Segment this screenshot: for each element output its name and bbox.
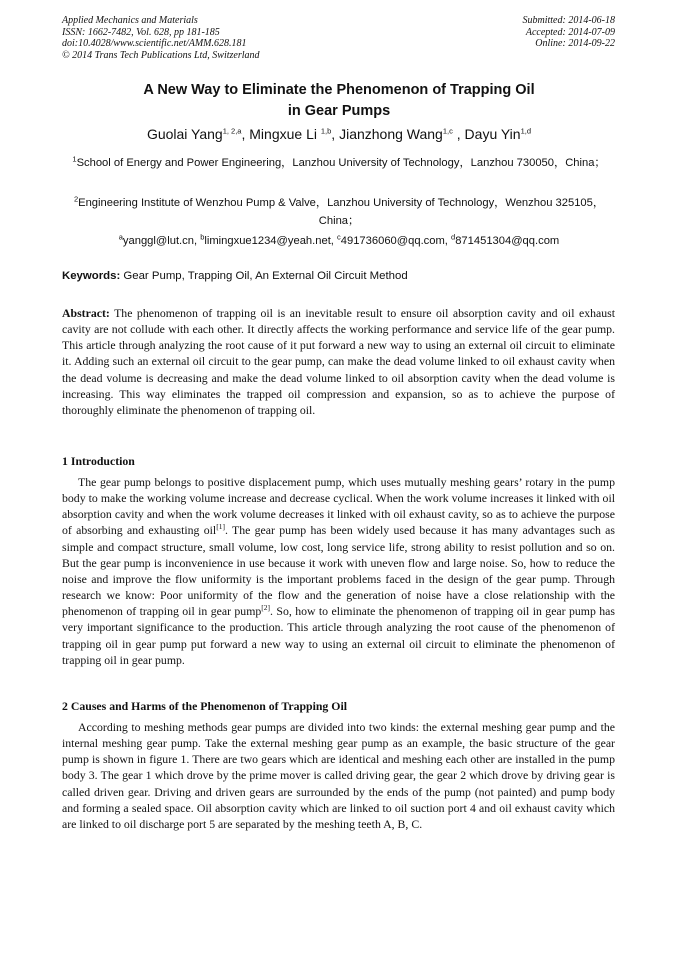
affiliation-number: 2 [73,194,79,204]
author-affiliation-mark: 1,d [520,126,532,136]
email-list [62,233,616,249]
keywords-label: Keywords: [62,270,121,282]
section-2-heading: 2 Causes and Harms of the Phenomenon of Trapping Oil [62,699,348,713]
paragraph-text: . So, how to eliminate the phenomenon of trapping oil in gear pump has very important significance to the production. This article through analyzing the root cause of the phenomenon of trapping oil in gear pump put forward a new way to using an external oil circuit to eliminate the phenomenon of trapping oil in gear pump. [62,604,615,667]
email-address: yanggl@lut.cn, [122,235,201,247]
keywords-text: Gear Pump, Trapping Oil, An External Oil Circuit Method [120,270,408,282]
author-name: Dayu Yin [464,126,521,142]
affiliation-number: 1 [72,154,77,164]
author-list [62,125,616,143]
affiliation-text: Engineering Institute of Wenzhou Pump & Valve，Lanzhou University of Technology，Wenzhou 325105，China； [78,197,605,227]
section-1-heading: 1 Introduction [62,454,135,468]
email-address: limingxue1234@yeah.net, [204,235,338,247]
citation-ref[interactable]: [1] [216,522,225,532]
author-name: Guolai Yang [146,126,223,142]
author-affiliation-mark: 1,c [442,126,453,136]
abstract-paragraph [62,305,615,418]
email-mark: a [118,232,123,242]
author-separator: , [452,126,465,142]
doi-line: doi:10.4028/www.scientific.net/AMM.628.181 [62,38,247,49]
section-1-paragraph [62,474,615,668]
affiliation-2 [62,194,616,230]
paragraph-text: According to meshing methods gear pumps are divided into two kinds: the external meshing gear pump and the internal meshing gear pump. Take the external meshing gear pump as an example, the basic structure of the gear pump is shown in figure 1. There are two gears which are identical and meshing each other are installed in the pump body 3. The gear 1 which drove by the prime mover is called driving gear, the gear 2 which drove by driving gear is called driven gear. Driving and driven gears are surrounded by the ends of the pump (not painted) and pump body and forming a sealed space. Oil absorption cavity which are linked to oil suction port 4 and oil exhaust cavity which are linked to oil discharge port 5 are separated by the meshing teeth A, B, C. [62,720,615,831]
email-mark: b [200,232,205,242]
abstract-text: The phenomenon of trapping oil is an inevitable result to ensure oil absorption cavity and oil exhaust cavity are not collude with each other. It directly affects the working performance and service life of the gear pump. This article through analyzing the root cause of it put forward a new way to using an external oil circuit to eliminate it. Adding such an external oil circuit to the gear pump, can make the dead volume linked to oil exhaust cavity when the dead volume is decreasing and make the dead volume linked to oil absorption cavity when the dead volume is increasing. This way eliminates the trapped oil compression and expansion, so as to achieve the purpose of thoroughly eliminate the phenomenon of trapping oil. [62,306,615,417]
abstract-label: Abstract: [62,306,110,320]
email-address: 871451304@qq.com [455,235,560,247]
email-mark: d [451,232,456,242]
journal-header-left [62,15,260,61]
accepted-date: Accepted: 2014-07-09 [525,26,615,38]
online-date: Online: 2014-09-22 [535,38,615,49]
author-name: Jianzhong Wang [339,126,443,142]
title-line-2: in Gear Pumps [287,103,391,119]
author-affiliation-mark: 1, 2,a [222,126,242,136]
paper-title [62,80,616,122]
issn-line: ISSN: 1662-7482, Vol. 628, pp 181-185 [62,26,220,38]
author-affiliation-mark: 1,b [320,126,332,136]
paragraph-text: . The gear pump has been widely used because it has many advantages such as simple and compact structure, small volume, low cost, long service life, strong ability to resist pollution and so on. But the gear pump is inconvenience in use because it work with uneven flow and large noise. So, how to reduce the noise and improve the flow uniformity is the important problems faced in the design of the gear pump. Through research we know: Poor uniformity of the flow and the generation of noise have a close relationship with the phenomenon of trapping oil in gear pump [62,523,615,619]
email-mark: c [337,232,341,242]
affiliation-text: School of Energy and Power Engineering，Lanzhou University of Technology，Lanzhou 730050，China； [76,157,606,169]
copyright-line: © 2014 Trans Tech Publications Ltd, Switzerland [62,49,260,61]
paragraph-text: The gear pump belongs to positive displacement pump, which uses mutually meshing gears’ rotary in the pump body to make the working volume increase and decrease cyclical. When the work volume increases it linked with oil absorption cavity and when the work volume decreases it linked with oil exhaust cavity, so as to achieve the purpose of absorbing and exhausting oil [62,475,615,538]
submitted-date: Submitted: 2014-06-18 [522,15,615,26]
author-separator: , [241,126,250,142]
title-line-1: A New Way to Eliminate the Phenomenon of Trapping Oil [143,82,535,98]
journal-header-right [523,15,616,50]
citation-ref[interactable]: [2] [261,603,271,613]
affiliation-1 [62,154,616,172]
journal-name: Applied Mechanics and Materials [62,15,198,26]
author-name: Mingxue Li [249,126,321,142]
email-address: 491736060@qq.com, [340,235,452,247]
section-2-paragraph [62,719,615,832]
keywords-line [62,268,408,284]
author-separator: , [331,126,340,142]
